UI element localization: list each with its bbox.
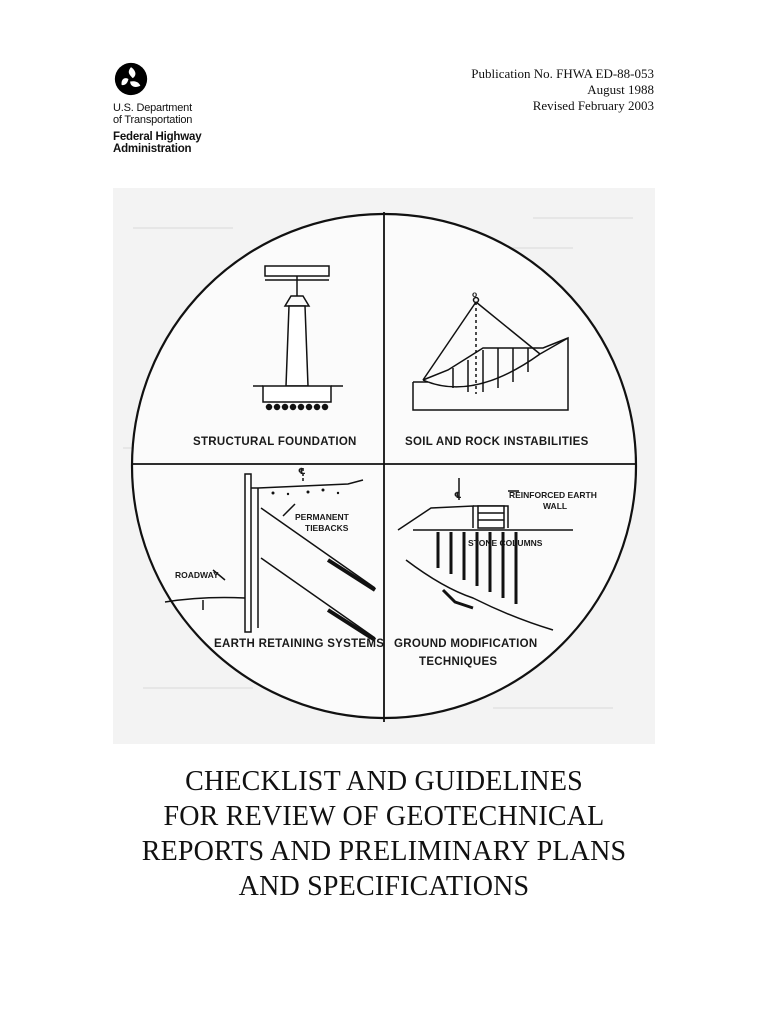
caption-ground-modification-2: TECHNIQUES	[419, 656, 498, 668]
geotechnical-quadrant-figure	[113, 188, 655, 744]
roadway-label: ROADWAY	[175, 570, 219, 580]
agency-dept-line-2: of Transportation	[113, 114, 193, 126]
title-line-2: FOR REVIEW OF GEOTECHNICAL	[163, 801, 605, 832]
permanent-tiebacks-label-1: PERMANENT	[295, 512, 349, 522]
caption-ground-modification-1: GROUND MODIFICATION	[394, 638, 538, 650]
agency-logo-block	[113, 62, 201, 155]
origin-point-label: o	[472, 289, 478, 299]
agency-dept-line-1: U.S. Department	[113, 102, 192, 114]
cover-illustration	[113, 188, 655, 744]
reinforced-earth-label-2: WALL	[543, 501, 568, 511]
document-title	[0, 764, 768, 904]
agency-fhwa-line-1: Federal Highway	[113, 131, 202, 143]
stone-columns-label: STONE COLUMNS	[468, 538, 543, 548]
usdot-tri-star-icon	[114, 62, 148, 96]
title-line-1: CHECKLIST AND GUIDELINES	[185, 766, 583, 797]
caption-soil-rock: SOIL AND ROCK INSTABILITIES	[405, 436, 589, 448]
agency-fhwa-line-2: Administration	[113, 143, 192, 155]
publication-revised: Revised February 2003	[532, 98, 654, 113]
caption-earth-retaining: EARTH RETAINING SYSTEMS	[214, 638, 385, 650]
centerline-label-left: ℄	[298, 466, 306, 476]
publication-date: August 1988	[587, 82, 654, 97]
permanent-tiebacks-label-2: TIEBACKS	[305, 523, 349, 533]
reinforced-earth-label-1: REINFORCED EARTH	[509, 490, 597, 500]
title-line-3: REPORTS AND PRELIMINARY PLANS	[141, 836, 627, 867]
caption-structural-foundation: STRUCTURAL FOUNDATION	[193, 436, 357, 448]
centerline-label-right: ℄	[454, 490, 462, 500]
publication-info	[471, 66, 654, 114]
title-line-4: AND SPECIFICATIONS	[238, 871, 530, 902]
publication-number: Publication No. FHWA ED-88-053	[471, 66, 654, 81]
